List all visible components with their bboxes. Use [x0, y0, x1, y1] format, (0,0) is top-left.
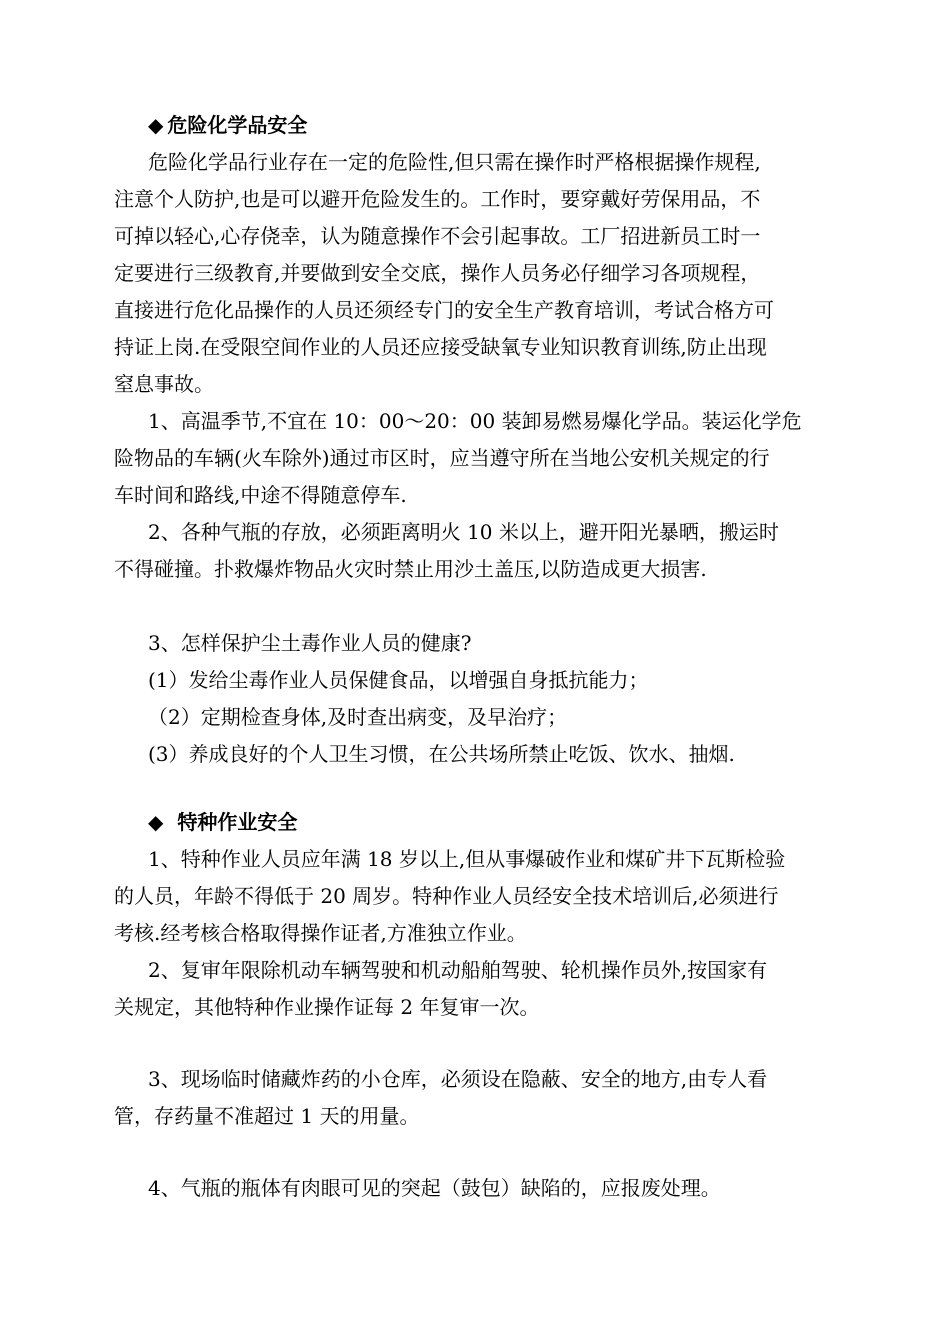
- paragraph-line: 注意个人防护,也是可以避开危险发生的。工作时，要穿戴好劳保用品，不: [114, 187, 761, 211]
- list-item-line: 险物品的车辆(火车除外)通过市区时，应当遵守所在当地公安机关规定的行: [114, 446, 770, 470]
- answer-line: (3）养成良好的个人卫生习惯，在公共场所禁止吃饭、饮水、抽烟.: [148, 742, 735, 766]
- paragraph-line: 危险化学品行业存在一定的危险性,但只需在操作时严格根据操作规程,: [148, 150, 761, 174]
- paragraph-line: 持证上岗.在受限空间作业的人员还应接受缺氧专业知识教育训练,防止出现: [114, 335, 767, 359]
- list-item-line: 3、现场临时储藏炸药的小仓库，必须设在隐蔽、安全的地方,由专人看: [148, 1067, 768, 1091]
- answer-line: (1）发给尘毒作业人员保健食品，以增强自身抵抗能力；: [148, 668, 649, 692]
- section-title: 特种作业安全: [177, 810, 298, 834]
- list-item-line: 4、气瓶的瓶体有肉眼可见的突起（鼓包）缺陷的，应报废处理。: [148, 1176, 721, 1200]
- answer-line: （2）定期检查身体,及时查出病变，及早治疗；: [148, 705, 568, 729]
- list-item-line: 管，存药量不准超过 1 天的用量。: [114, 1104, 420, 1128]
- list-item-question: 3、怎样保护尘土毒作业人员的健康?: [148, 631, 472, 655]
- paragraph-line: 直接进行危化品操作的人员还须经专门的安全生产教育培训，考试合格方可: [114, 298, 774, 322]
- list-item-line: 车时间和路线,中途不得随意停车.: [114, 483, 407, 507]
- paragraph-line: 窒息事故。: [114, 372, 214, 396]
- list-item-line: 的人员，年龄不得低于 20 周岁。特种作业人员经安全技术培训后,必须进行: [114, 884, 779, 908]
- list-item-line: 1、特种作业人员应年满 18 岁以上,但从事爆破作业和煤矿井下瓦斯检验: [148, 847, 786, 871]
- list-item-line: 2、各种气瓶的存放，必须距离明火 10 米以上，避开阳光暴晒，搬运时: [148, 520, 779, 544]
- list-item-line: 1、高温季节,不宜在 10：00～20：00 装卸易燃易爆化学品。装运化学危: [148, 409, 802, 433]
- section-title: 危险化学品安全: [167, 113, 308, 137]
- paragraph-line: 定要进行三级教育,并要做到安全交底，操作人员务必仔细学习各项规程，: [114, 261, 761, 285]
- list-item-line: 关规定，其他特种作业操作证每 2 年复审一次。: [114, 995, 540, 1019]
- list-item-line: 考核.经考核合格取得操作证者,方准独立作业。: [114, 921, 527, 945]
- section-heading-special-operations: [148, 809, 297, 835]
- section-heading-hazardous-chemicals: [148, 112, 307, 138]
- diamond-bullet-icon: ◆: [148, 810, 164, 834]
- list-item-line: 2、复审年限除机动车辆驾驶和机动船舶驾驶、轮机操作员外,按国家有: [148, 958, 768, 982]
- list-item-line: 不得碰撞。扑救爆炸物品火灾时禁止用沙土盖压,以防造成更大损害.: [114, 557, 707, 581]
- diamond-bullet-icon: ◆: [148, 113, 164, 137]
- paragraph-line: 可掉以轻心,心存侥幸，认为随意操作不会引起事故。工厂招进新员工时一: [114, 224, 761, 248]
